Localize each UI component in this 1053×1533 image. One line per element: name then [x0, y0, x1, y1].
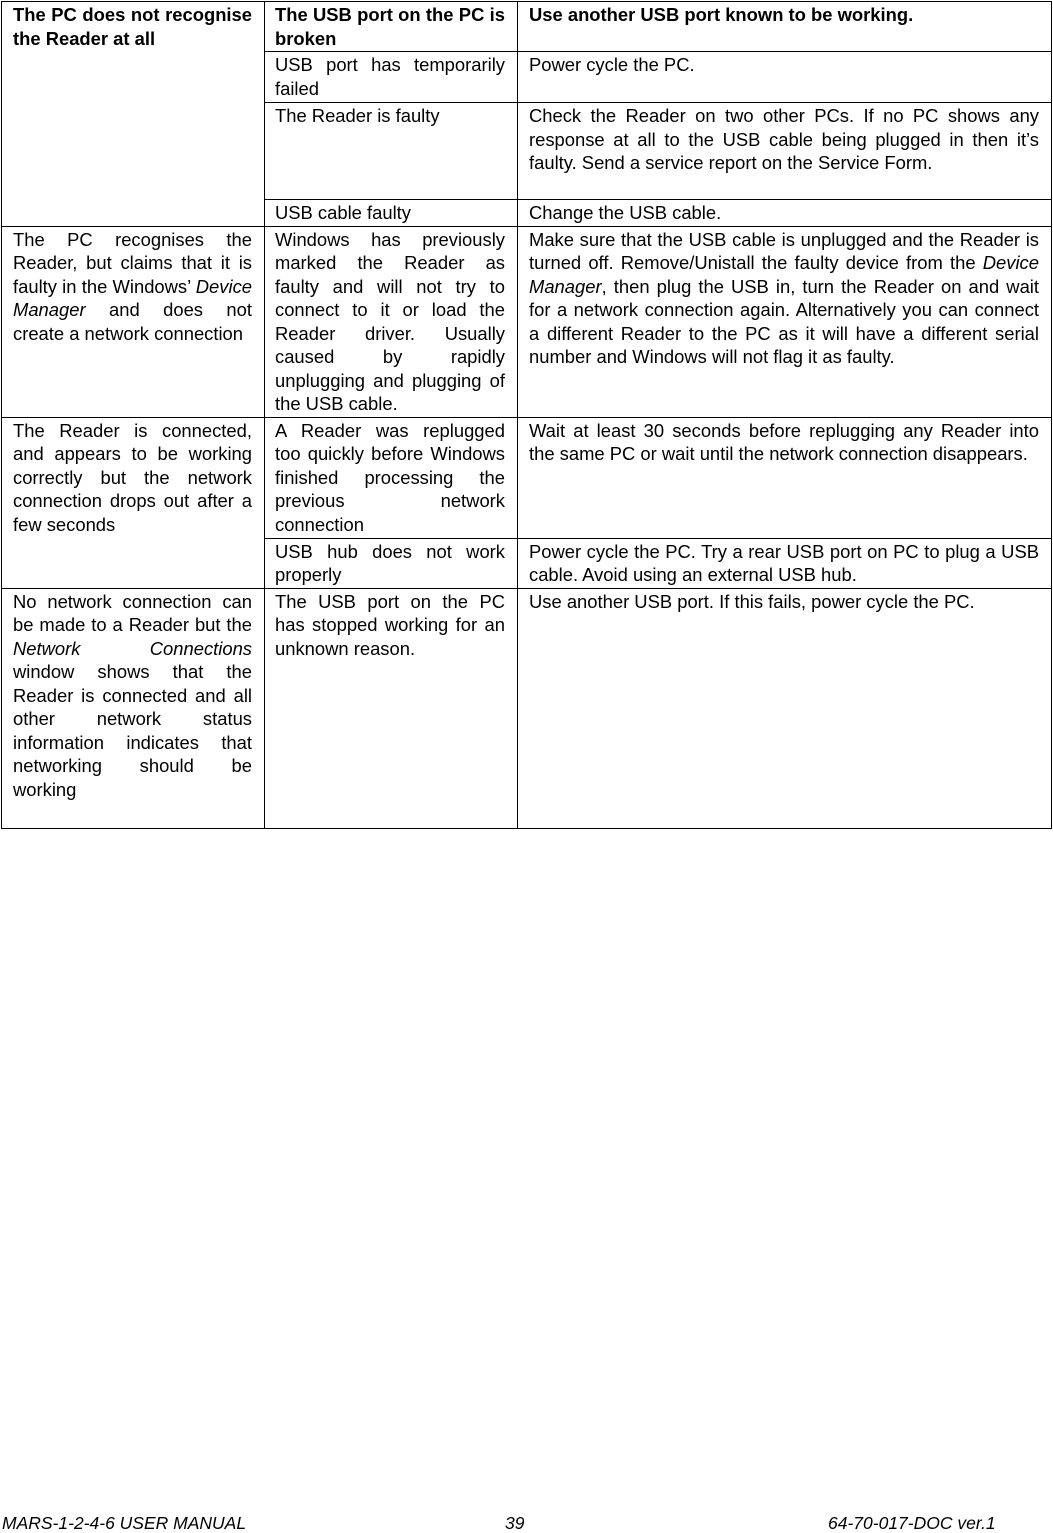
cause-cell: The Reader is faulty	[265, 103, 518, 200]
action-cell: Wait at least 30 seconds before replugging any Reader into the same PC or wait until the network connection disappears.	[518, 417, 1052, 538]
symptom-cell: The Reader is connected, and appears to be working correctly but the network connection drops out after a few seconds	[2, 417, 265, 588]
table-row	[2, 588, 1052, 828]
action-cell: Check the Reader on two other PCs. If no PC shows any response at all to the USB cable being plugged in then it’s faulty. Send a service report on the Service Form.	[518, 103, 1052, 200]
cause-cell: USB hub does not work properly	[265, 538, 518, 588]
symptom-cell: No network connection can be made to a Reader but the Network Connections window shows that the Reader is connected and all other network status information indicates that networking should be working	[2, 588, 265, 828]
symptom-cell: The PC recognises the Reader, but claims that it is faulty in the Windows’ Device Manager and does not create a network connection	[2, 226, 265, 417]
cause-cell: A Reader was replugged too quickly before Windows finished processing the previous network connection	[265, 417, 518, 538]
cause-cell: Windows has previously marked the Reader as faulty and will not try to connect to it or load the Reader driver. Usually caused by rapidly unplugging and plugging of the USB cable.	[265, 226, 518, 417]
page-number: 39	[505, 1513, 525, 1533]
cause-cell: USB port has temporarily failed	[265, 52, 518, 103]
action-cell: Change the USB cable.	[518, 200, 1052, 227]
troubleshooting-table	[1, 1, 1052, 829]
cause-cell: USB cable faulty	[265, 200, 518, 227]
document-code: 64-70-017-DOC ver.1	[828, 1513, 996, 1533]
symptom-cell: The PC does not recognise the Reader at all	[2, 2, 265, 227]
table-row	[2, 417, 1052, 538]
action-cell: Power cycle the PC.	[518, 52, 1052, 103]
action-cell: Make sure that the USB cable is unplugged and the Reader is turned off. Remove/Unistall the faulty device from the Device Manager, then plug the USB in, turn the Reader on and wait for a network connection again. Alternatively you can connect a different Reader to the PC as it will have a different serial number and Windows will not flag it as faulty.	[518, 226, 1052, 417]
document-title: MARS-1-2-4-6 USER MANUAL	[2, 1513, 247, 1533]
cause-cell: The USB port on the PC is broken	[265, 2, 518, 52]
table-row	[2, 226, 1052, 417]
action-cell: Use another USB port known to be working.	[518, 2, 1052, 52]
cause-cell: The USB port on the PC has stopped working for an unknown reason.	[265, 588, 518, 828]
table-row	[2, 2, 1052, 52]
action-cell: Power cycle the PC. Try a rear USB port on PC to plug a USB cable. Avoid using an external USB hub.	[518, 538, 1052, 588]
action-cell: Use another USB port. If this fails, power cycle the PC.	[518, 588, 1052, 828]
